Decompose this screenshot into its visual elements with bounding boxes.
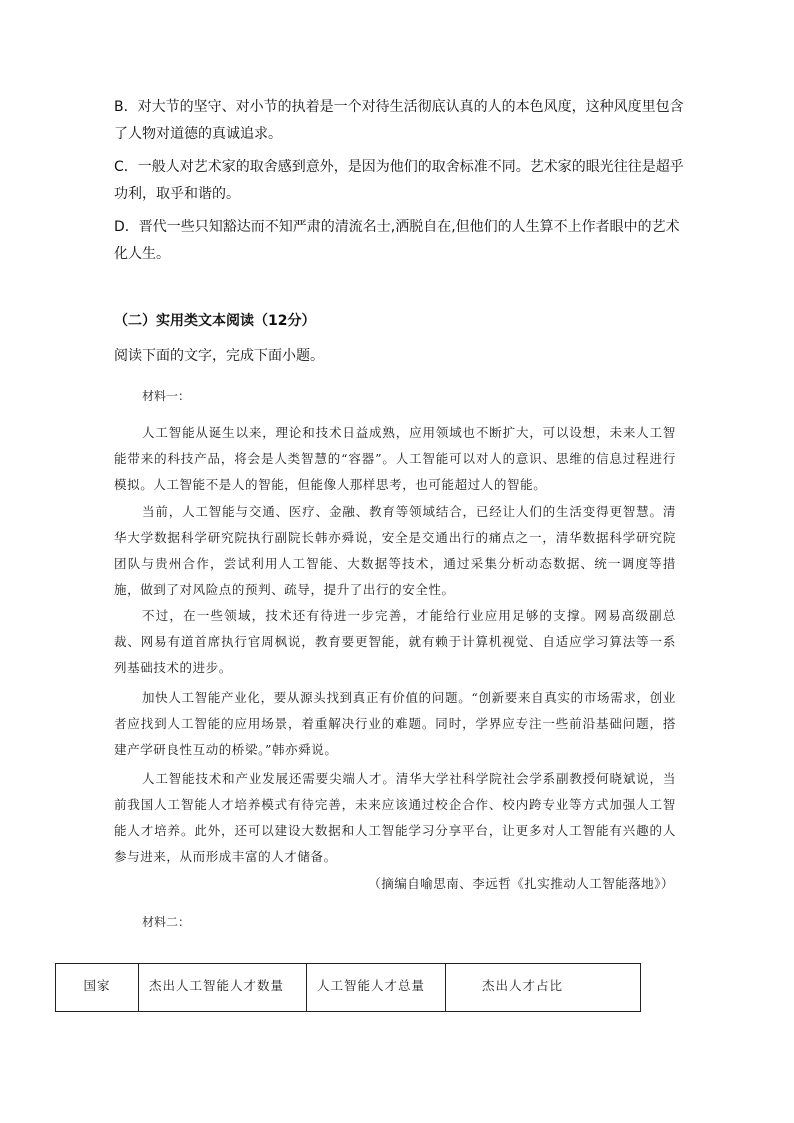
talent-table bbox=[55, 963, 641, 1012]
section-title: （二）实用类文本阅读（12分） bbox=[114, 313, 316, 329]
section-instruction: 阅读下面的文字，完成下面小题。 bbox=[114, 348, 324, 364]
table-header-total-count: 人工智能人才总量 bbox=[307, 964, 446, 1011]
material-1-label: 材料一： bbox=[142, 389, 191, 403]
material-1-paragraph: 人工智能从诞生以来，理论和技术日益成熟，应用领域也不断扩大，可以设想，未来人工智能带来的科技产品，将会是人类智慧的“容器”。人工智能可以对人的意识、思维的信息过程进行模拟。人工智能不是人的智能，但能像人那样思考，也可能超过人的智能。 bbox=[114, 425, 676, 492]
material-1-source: （摘编自喻思南、李远哲《扎实推动人工智能落地》） bbox=[368, 876, 674, 891]
option-d: D．晋代一些只知豁达而不知严肃的清流名士,洒脱自在,但他们的人生算不上作者眼中的艺术化人生。 bbox=[114, 219, 680, 262]
table-header-outstanding-ratio: 杰出人才占比 bbox=[482, 978, 564, 993]
option-b: B．对大节的坚守、对小节的执着是一个对待生活彻底认真的人的本色风度，这种风度里包含了人物对道德的真诚追求。 bbox=[114, 99, 684, 142]
material-1-paragraph: 加快人工智能产业化，要从源头找到真正有价值的问题。“创新要来自真实的市场需求，创业者应找到人工智能的应用场景，着重解决行业的难题。同时，学界应专注一些前沿基础问题，搭建产学研良性互动的桥梁。”韩亦舜说。 bbox=[114, 690, 676, 757]
table-header-country: 国家 bbox=[56, 964, 139, 1011]
table-header-outstanding-count: 杰出人工智能人才数量 bbox=[139, 964, 307, 1011]
material-1-paragraph: 人工智能技术和产业发展还需要尖端人才。清华大学社科学院社会学系副教授何晓斌说，当前我国人工智能人才培养模式有待完善，未来应该通过校企合作、校内跨专业等方式加强人工智能人才培养。此外，还可以建设大数据和人工智能学习分享平台，让更多对人工智能有兴趣的人参与进来，从而形成丰富的人才储备。 bbox=[114, 771, 676, 864]
material-1-paragraph: 当前，人工智能与交通、医疗、金融、教育等领域结合，已经让人们的生活变得更智慧。清华大学数据科学研究院执行副院长韩亦舜说，安全是交通出行的痛点之一，清华数据科学研究院团队与贵州合作，尝试利用人工智能、大数据等技术，通过采集分析动态数据、统一调度等措施，做到了对风险点的预判、疏导，提升了出行的安全性。 bbox=[114, 504, 676, 597]
option-c: C．一般人对艺术家的取舍感到意外，是因为他们的取舍标准不同。艺术家的眼光往往是超乎功利，取乎和谐的。 bbox=[114, 159, 684, 202]
material-1-paragraph: 不过，在一些领域，技术还有待进一步完善，才能给行业应用足够的支撑。网易高级副总裁、网易有道首席执行官周枫说，教育要更智能，就有赖于计算机视觉、自适应学习算法等一系列基础技术的进步。 bbox=[114, 608, 676, 675]
material-2-label: 材料二： bbox=[142, 915, 191, 929]
